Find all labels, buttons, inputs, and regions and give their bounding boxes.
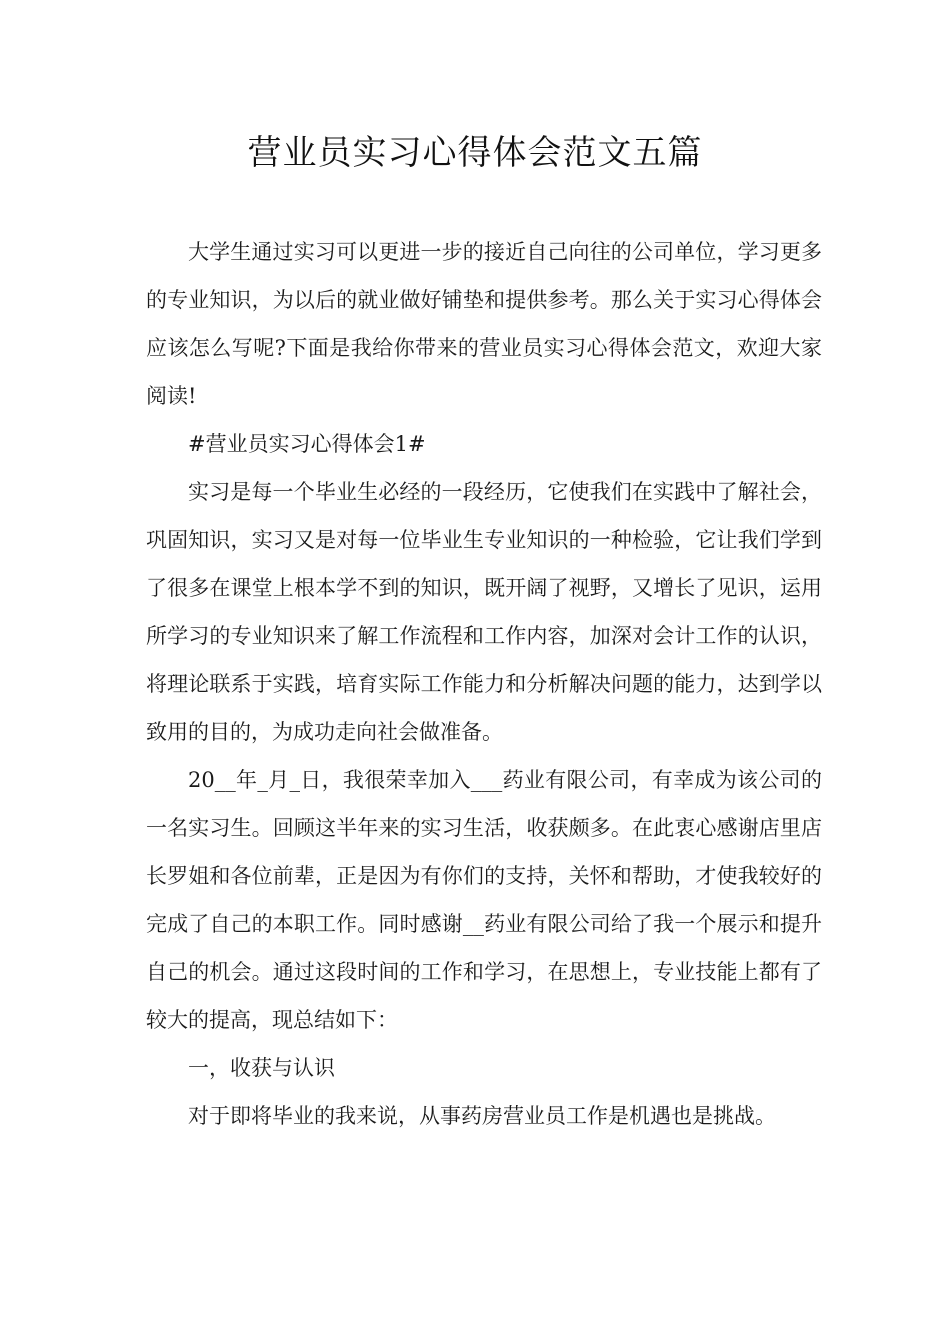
subsection-heading: 一，收获与认识: [188, 1056, 335, 1080]
body-paragraph: 20__年_月_日，我很荣幸加入___药业有限公司，有幸成为该公司的一名实习生。回顾这半年来的实习生活，收获颇多。在此衷心感谢店里店长罗姐和各位前辈，正是因为有你们的支持，关怀和帮助，才使我较好的完成了自己的本职工作。同时感谢__药业有限公司给了我一个展示和提升自己的机会。通过这段时间的工作和学习，在思想上，专业技能上都有了较大的提高，现总结如下：: [146, 768, 822, 1032]
section-heading-1: #营业员实习心得体会1#: [188, 432, 426, 456]
document-body: [146, 228, 822, 1140]
body-paragraph: 对于即将毕业的我来说，从事药房营业员工作是机遇也是挑战。: [188, 1104, 776, 1128]
body-paragraph: 实习是每一个毕业生必经的一段经历，它使我们在实践中了解社会，巩固知识，实习又是对每一位毕业生专业知识的一种检验，它让我们学到了很多在课堂上根本学不到的知识，既开阔了视野，又增长了见识，运用所学习的专业知识来了解工作流程和工作内容，加深对会计工作的认识，将理论联系于实践，培育实际工作能力和分析解决问题的能力，达到学以致用的目的，为成功走向社会做准备。: [146, 480, 822, 744]
intro-paragraph: 大学生通过实习可以更进一步的接近自己向往的公司单位，学习更多的专业知识，为以后的就业做好铺垫和提供参考。那么关于实习心得体会应该怎么写呢?下面是我给你带来的营业员实习心得体会范文，欢迎大家阅读!: [146, 240, 822, 408]
document-title: 营业员实习心得体会范文五篇: [247, 133, 703, 173]
